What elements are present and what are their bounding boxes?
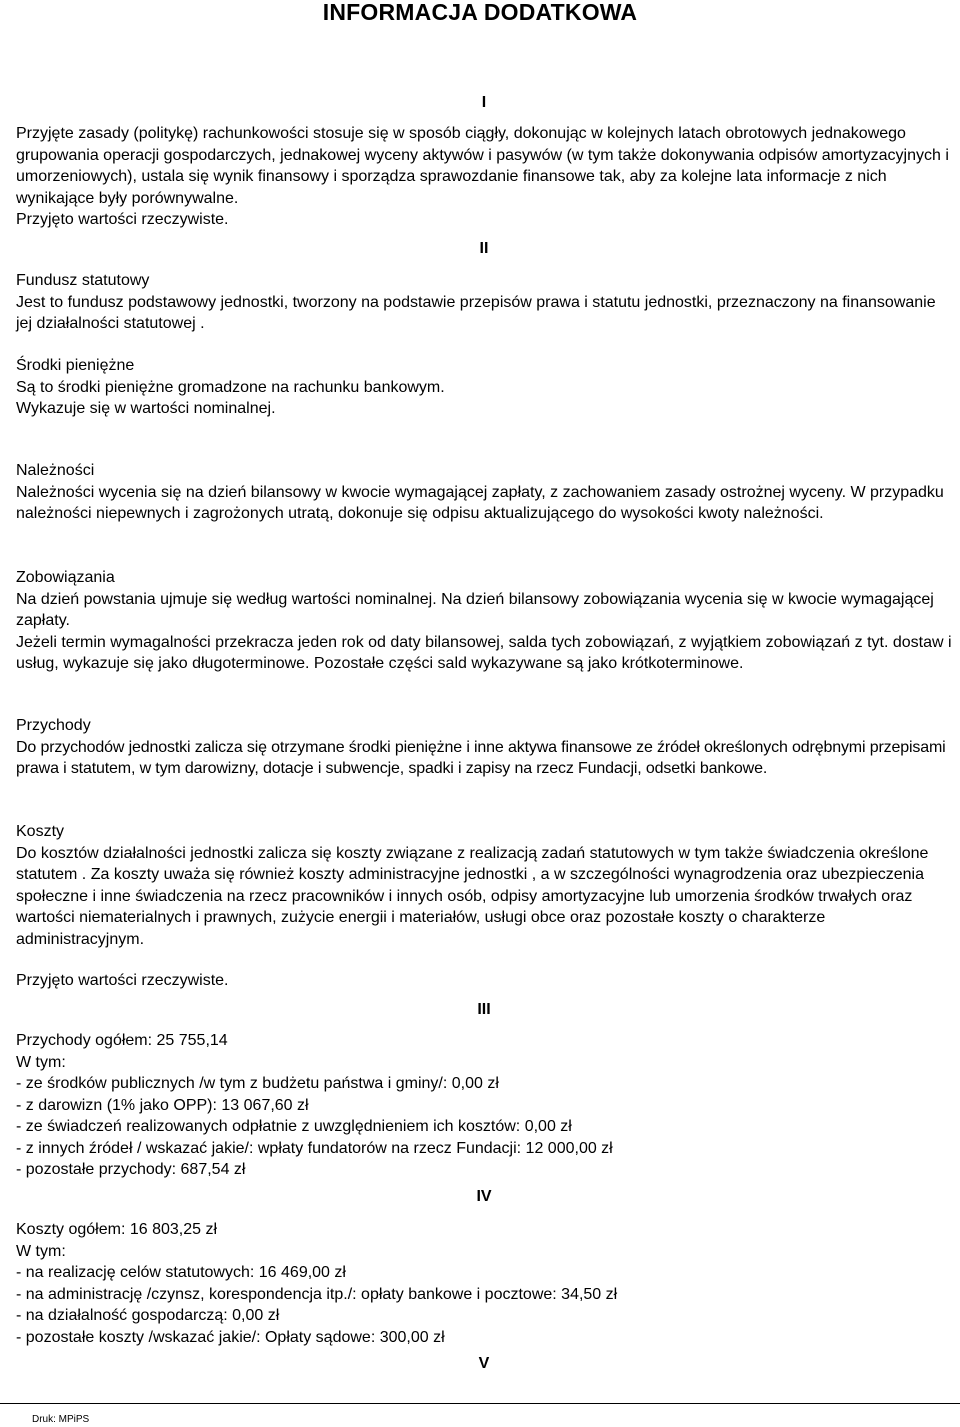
srodki-line-2: Wykazuje się w wartości nominalnej.: [16, 400, 276, 417]
list-item: - na działalność gospodarczą: 0,00 zł: [16, 1307, 280, 1324]
section-IV-numeral: IV: [476, 1188, 492, 1205]
section-II-numeral: II: [479, 240, 489, 257]
fundusz-statutowy-block: [16, 270, 956, 335]
section-II-note-block: [16, 970, 956, 992]
zobowiazania-text-1: Na dzień powstania ujmuje się według wartości nominalnej. Na dzień bilansowy zobowiązania wycenia się w kwocie wymagającej zapłaty.: [16, 590, 934, 629]
list-item: - z innych źródeł / wskazać jakie/: wpłaty fundatorów na rzecz Fundacji: 12 000,00 zł: [16, 1139, 613, 1157]
cost-breakdown-list: [16, 1262, 956, 1348]
section-III-numeral: III: [477, 1001, 491, 1018]
fundusz-heading: Fundusz statutowy: [16, 272, 150, 289]
revenue-wtym-label: W tym:: [16, 1053, 66, 1071]
cost-summary-block: [16, 1219, 956, 1348]
naleznosci-heading: Należności: [16, 462, 95, 479]
page-footer: [0, 1403, 960, 1425]
revenue-summary-block: [16, 1030, 956, 1181]
cost-wtym-label: W tym:: [16, 1242, 66, 1260]
przychody-heading: Przychody: [16, 717, 91, 734]
zobowiazania-heading: Zobowiązania: [16, 569, 115, 586]
section-I-body: [16, 123, 956, 231]
naleznosci-text: Należności wycenia się na dzień bilansowy w kwocie wymagającej zapłaty, z zachowaniem zasady ostrożnej wyceny. W przypadku należności niepewnych i zagrożonych utratą, dokonuje się odpisu aktualizującego do wysokości kwoty należności.: [16, 483, 944, 522]
koszty-heading: Koszty: [16, 823, 65, 840]
document-title: INFORMACJA DODATKOWA: [322, 0, 638, 25]
zobowiazania-text-2: Jeżeli termin wymagalności przekracza jeden rok od daty bilansowej, salda tych zobowiązań, z wyjątkiem zobowiązań z tyt. dostaw i usług, wykazuje się jako długoterminowe. Pozostałe części sald wykazywane są jako krótkoterminowe.: [16, 633, 952, 672]
srodki-line-1: Są to środki pieniężne gromadzone na rachunku bankowym.: [16, 378, 445, 396]
list-item: - na administrację /czynsz, korespondencja itp./: opłaty bankowe i pocztowe: 34,50 zł: [16, 1285, 618, 1303]
list-item: - pozostałe przychody: 687,54 zł: [16, 1161, 246, 1178]
srodki-pieniezne-block: [16, 355, 956, 420]
print-label: Druk: MPiPS: [32, 1414, 90, 1425]
list-item: - pozostałe koszty /wskazać jakie/: Opłaty sądowe: 300,00 zł: [16, 1328, 445, 1346]
przychody-block: [16, 715, 956, 780]
list-item: - na realizację celów statutowych: 16 469,00 zł: [16, 1264, 346, 1281]
koszty-block: [16, 821, 956, 950]
przychody-text: Do przychodów jednostki zalicza się otrzymane środki pieniężne i inne aktywa finansowe ze źródeł określonych odrębnymi przepisami prawa i statutem, w tym darowizny, dotacje i subwencje, spadki i zapisy na rzecz Fundacji, odsetki bankowe.: [16, 738, 946, 777]
valuation-note-2: Przyjęto wartości rzeczywiste.: [16, 972, 229, 989]
revenue-breakdown-list: [16, 1073, 956, 1181]
revenue-total: Przychody ogółem: 25 755,14: [16, 1032, 228, 1049]
fundusz-text: Jest to fundusz podstawowy jednostki, tworzony na podstawie przepisów prawa i statutu jednostki, przeznaczony na finansowanie jej działalności statutowej .: [16, 293, 936, 332]
koszty-text: Do kosztów działalności jednostki zalicza się koszty związane z realizacją zadań statutowych w tym także świadczenia określone statutem . Za koszty uważa się również koszty administracyjne jednostki , a w szczególności wynagrodzenia oraz ubezpieczenia społeczne i inne świadczenia na rzecz pracowników i innych osób, odpisy amortyzacyjne lub umorzenia środków trwałych oraz wartości niematerialnych i prawnych, zużycie energii i materiałów, usługi obce oraz pozostałe koszty o charakterze administracyjnym.: [16, 844, 929, 948]
srodki-heading: Środki pieniężne: [16, 357, 135, 374]
accounting-policy-paragraph: Przyjęte zasady (politykę) rachunkowości stosuje się w sposób ciągły, dokonując w kolejnych latach obrotowych jednakowego grupowania operacji gospodarczych, jednakowej wyceny aktywów i pasywów (w tym także dokonywania odpisów amortyzacyjnych i umorzeniowych), ustala się wynik finansowy i sporządza sprawozdanie finansowe tak, aby za kolejne lata informacje z nich wynikające były porównywalne.: [16, 125, 949, 207]
valuation-note: Przyjęto wartości rzeczywiste.: [16, 211, 229, 228]
list-item: - ze świadczeń realizowanych odpłatnie z uwzględnieniem ich kosztów: 0,00 zł: [16, 1118, 572, 1135]
naleznosci-block: [16, 460, 956, 525]
section-I-numeral: I: [481, 94, 487, 111]
zobowiazania-block: [16, 567, 956, 675]
list-item: - ze środków publicznych /w tym z budżetu państwa i gminy/: 0,00 zł: [16, 1075, 499, 1092]
cost-total: Koszty ogółem: 16 803,25 zł: [16, 1221, 218, 1238]
list-item: - z darowizn (1% jako OPP): 13 067,60 zł: [16, 1096, 309, 1114]
section-V-numeral: V: [478, 1355, 490, 1372]
